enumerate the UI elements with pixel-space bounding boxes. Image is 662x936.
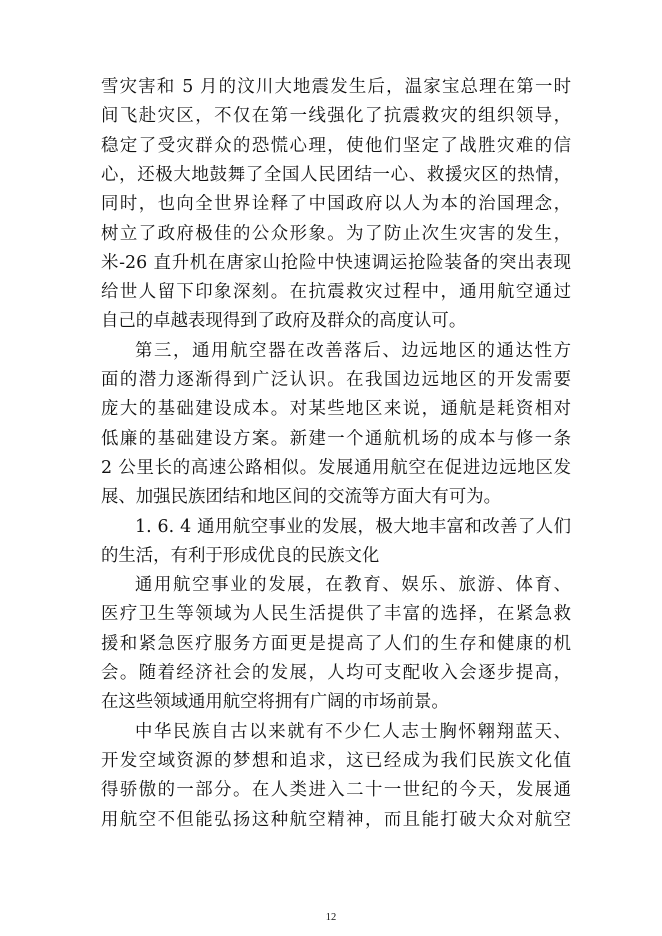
text-line: 医疗卫生等领域为人民生活提供了丰富的选择，在紧急救 (101, 604, 571, 625)
text-line: 会。随着经济社会的发展，人均可支配收入会逐步提高， (101, 663, 571, 683)
text-line: 庞大的基础建设成本。对某些地区来说，通航是耗资相对 (101, 399, 571, 420)
paragraph-first-line: 中华民族自古以来就有不少仁人志士胸怀翱翔蓝天、 (135, 721, 571, 742)
text-line: 心，还极大地鼓舞了全国人民团结一心、救援灾区的热情， (101, 164, 571, 185)
text-line: 稳定了受灾群众的恐慌心理，使他们坚定了战胜灾难的信 (101, 135, 571, 156)
text-line: 树立了政府极佳的公众形象。为了防止次生灾害的发生， (101, 223, 571, 244)
text-line: 开发空域资源的梦想和追求，这已经成为我们民族文化值 (101, 750, 571, 771)
text-line: 援和紧急医疗服务方面更是提高了人们的生存和健康的机 (101, 633, 571, 654)
paragraph-first-line: 通用航空事业的发展，在教育、娱乐、旅游、体育、 (135, 575, 571, 596)
text-line: 同时，也向全世界诠释了中国政府以人为本的治国理念， (101, 194, 571, 215)
text-line: 雪灾害和 5 月的汶川大地震发生后，温家宝总理在第一时 (101, 77, 571, 97)
text-line: 间飞赴灾区，不仅在第一线强化了抗震救灾的组织领导， (101, 106, 571, 127)
section-heading: 1. 6. 4 通用航空事业的发展，极大地丰富和改善了人们 (135, 516, 571, 537)
text-line: 面的潜力逐渐得到广泛认识。在我国边远地区的开发需要 (101, 370, 571, 390)
paragraph-first-line: 第三，通用航空器在改善落后、边远地区的通达性方 (135, 340, 571, 361)
page-number: 12 (325, 912, 337, 923)
text-line: 用航空不但能弘扬这种航空精神，而且能打破大众对航空 (101, 809, 571, 830)
text-line: 低廉的基础建设方案。新建一个通航机场的成本与修一条 (101, 428, 571, 449)
text-line: 在这些领域通用航空将拥有广阔的市场前景。 (101, 692, 449, 713)
text-line: 得骄傲的一部分。在人类进入二十一世纪的今天，发展通 (101, 780, 571, 801)
text-line: 米-26 直升机在唐家山抢险中快速调运抢险装备的突出表现 (101, 252, 571, 273)
text-line: 自己的卓越表现得到了政府及群众的高度认可。 (101, 311, 467, 332)
text-line: 展、加强民族团结和地区间的交流等方面大有可为。 (101, 487, 501, 508)
text-line: 给世人留下印象深刻。在抗震救灾过程中，通用航空通过 (101, 282, 571, 303)
section-heading-continuation: 的生活，有利于形成优良的民族文化 (101, 545, 380, 566)
text-line: 2 公里长的高速公路相似。发展通用航空在促进边远地区发 (101, 457, 571, 478)
